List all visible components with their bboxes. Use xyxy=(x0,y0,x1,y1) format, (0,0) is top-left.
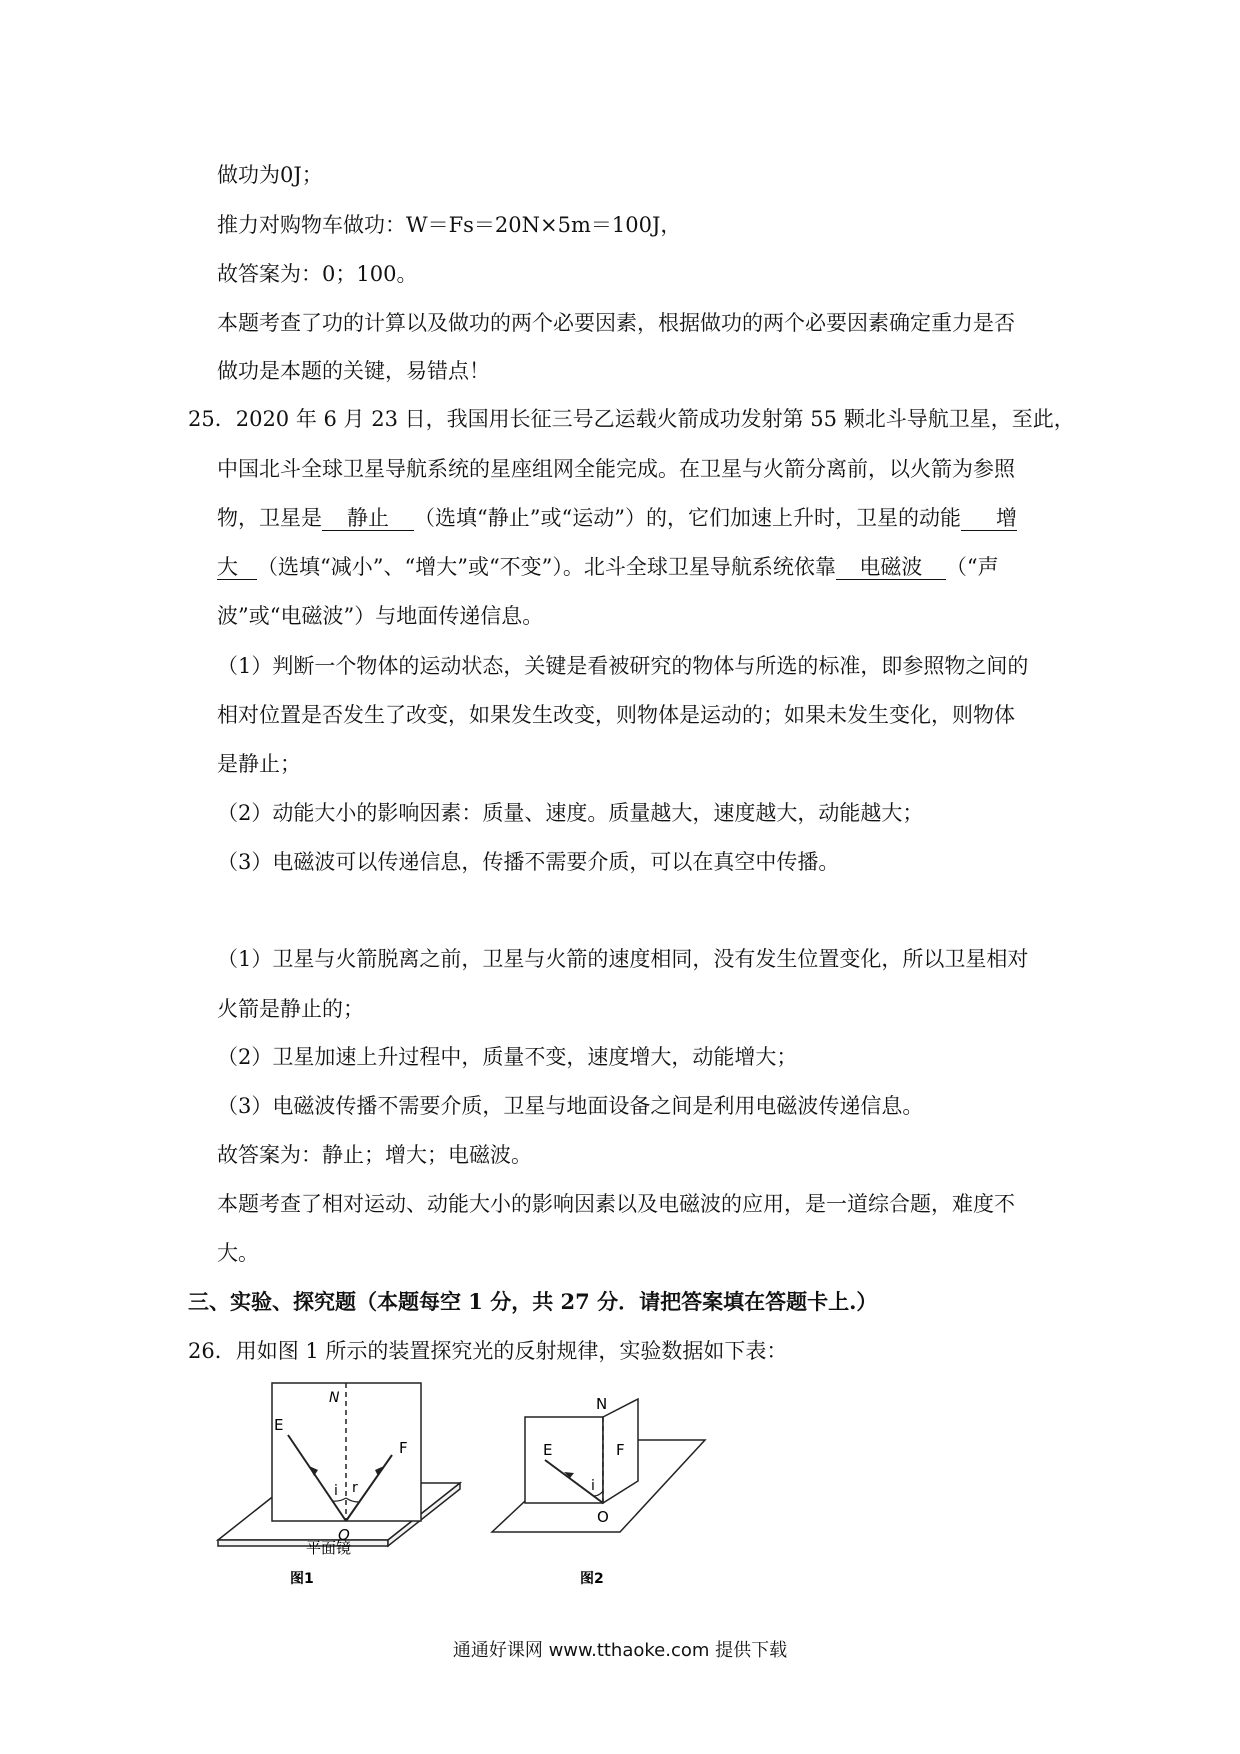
text-segment: （“声 xyxy=(945,555,999,579)
text-line: 推力对购物车做功：W＝Fs＝20N×5m＝100J， xyxy=(217,213,682,237)
figure-1-caption: 图1 xyxy=(290,1571,314,1585)
text-line: 故答案为：0；100。 xyxy=(217,262,418,286)
analysis-line: （1）判断一个物体的运动状态，关键是看被研究的物体与所选的标准，即参照物之间的 xyxy=(217,654,1029,678)
figure-2-diagram xyxy=(490,1380,715,1585)
text-segment: 物，卫星是 xyxy=(217,506,322,530)
solution-line: （1）卫星与火箭脱离之前，卫星与火箭的速度相同，没有发生位置变化，所以卫星相对 xyxy=(217,947,1029,971)
text-line: 本题考查了功的计算以及做功的两个必要因素，根据做功的两个必要因素确定重力是否 xyxy=(217,311,1015,335)
question-25-line: 25．2020 年 6 月 23 日，我国用长征三号乙运载火箭成功发射第 55 颗北斗导航卫星，至此， xyxy=(188,407,1075,431)
footer-watermark: 通通好课网 www.tthaoke.com 提供下载 xyxy=(452,1640,788,1661)
analysis-line: （3）电磁波可以传递信息，传播不需要介质，可以在真空中传播。 xyxy=(217,850,840,874)
mirror-label: 平面镜 xyxy=(306,1539,352,1557)
answer-blank: 电磁波 xyxy=(836,555,946,580)
solution-line: （2）卫星加速上升过程中，质量不变，速度增大，动能增大； xyxy=(217,1045,798,1069)
question-25-line: 波”或“电磁波”）与地面传递信息。 xyxy=(217,604,544,628)
figure-2-caption: 图2 xyxy=(580,1571,604,1585)
answer-blank: 大 xyxy=(217,555,257,580)
label-F: F xyxy=(399,1439,408,1457)
section-title: 三、实验、探究题（本题每空 1 分，共 27 分．请把答案填在答题卡上.） xyxy=(188,1289,878,1314)
label-N: N xyxy=(329,1390,340,1406)
label-E: E xyxy=(543,1441,553,1459)
solution-line: 本题考查了相对运动、动能大小的影响因素以及电磁波的应用，是一道综合题，难度不 xyxy=(217,1192,1015,1216)
answer-blank: 静止 xyxy=(322,506,414,531)
label-i: i xyxy=(591,1478,595,1494)
figure-1-diagram xyxy=(210,1380,480,1585)
label-O: O xyxy=(597,1508,609,1526)
question-26-text: 26．用如图 1 所示的装置探究光的反射规律，实验数据如下表： xyxy=(188,1339,788,1363)
analysis-line: （2）动能大小的影响因素：质量、速度。质量越大，速度越大，动能越大； xyxy=(217,801,924,825)
text-segment: （选填“减小”、“增大”或“不变”）。北斗全球卫星导航系统依靠 xyxy=(257,555,836,579)
label-E: E xyxy=(274,1416,284,1434)
analysis-line: 相对位置是否发生了改变，如果发生改变，则物体是运动的；如果未发生变化，则物体 xyxy=(217,703,1015,727)
label-O: O xyxy=(338,1526,350,1544)
solution-line: 故答案为：静止；增大；电磁波。 xyxy=(217,1143,532,1167)
label-F: F xyxy=(616,1441,625,1459)
analysis-line: 是静止； xyxy=(217,752,301,776)
label-N: N xyxy=(596,1395,608,1413)
label-i: i xyxy=(334,1483,338,1499)
question-25-line xyxy=(217,504,1017,532)
question-25-line: 中国北斗全球卫星导航系统的星座组网全能完成。在卫星与火箭分离前，以火箭为参照 xyxy=(217,457,1015,481)
solution-line: 火箭是静止的； xyxy=(217,997,364,1021)
label-r: r xyxy=(352,1480,358,1496)
solution-line: 大。 xyxy=(217,1241,259,1265)
text-segment: （选填“静止”或“运动”）的，它们加速上升时，卫星的动能 xyxy=(414,506,961,530)
question-25-line xyxy=(217,553,999,581)
text-line: 做功是本题的关键，易错点！ xyxy=(217,359,490,383)
solution-line: （3）电磁波传播不需要介质，卫星与地面设备之间是利用电磁波传递信息。 xyxy=(217,1094,924,1118)
mirror-plate-edge xyxy=(218,1540,388,1546)
answer-blank: 增 xyxy=(961,506,1017,531)
text-line: 做功为0J； xyxy=(217,163,323,187)
